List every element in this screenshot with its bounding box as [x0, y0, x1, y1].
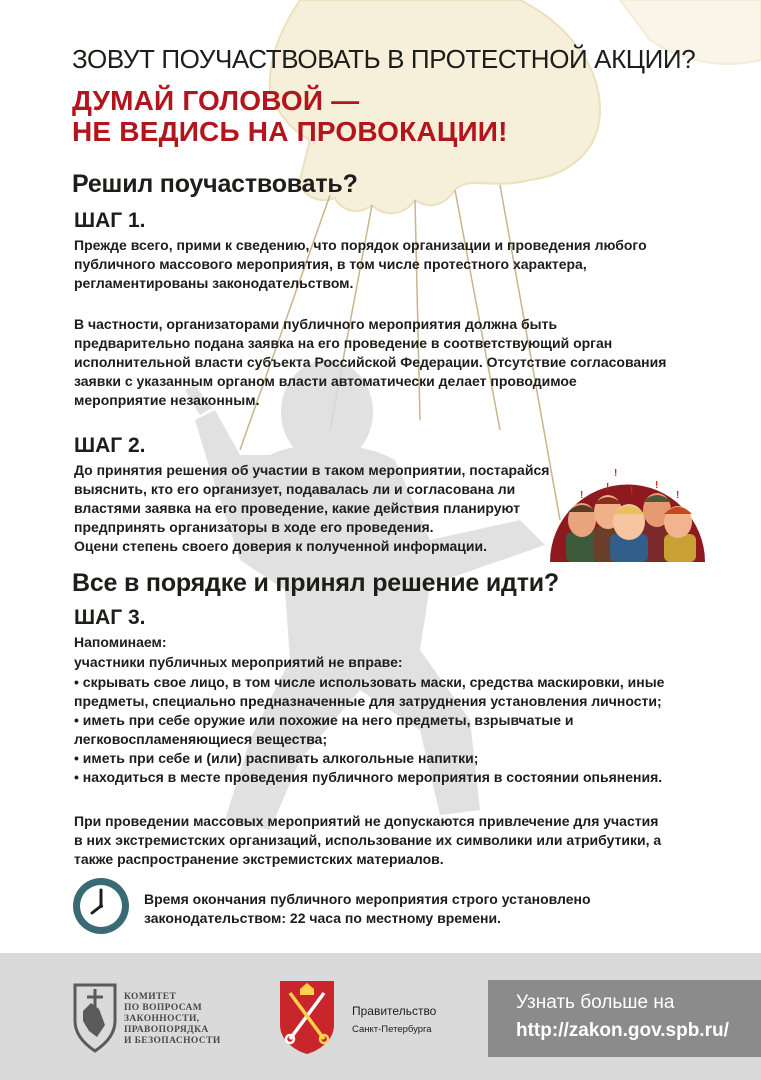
government-label: Правительство	[352, 1004, 437, 1018]
text-line: Прежде всего, прими к сведению, что порядок организации и проведения любого	[74, 237, 647, 253]
section-title-decided: Решил поучаствовать?	[72, 170, 358, 198]
step-3-label: ШАГ 3.	[74, 606, 146, 629]
text-line: законодательством: 22 часа по местному времени.	[144, 910, 501, 926]
text-line: мероприятие незаконным.	[74, 392, 260, 408]
text-line: Время окончания публичного мероприятия строго установлено	[144, 891, 591, 907]
list-item: легковоспламеняющиеся вещества;	[74, 731, 328, 747]
time-notice	[144, 890, 591, 928]
committee-line: ПО ВОПРОСАМ	[124, 1003, 203, 1013]
text-line: публичного массового мероприятия, в том числе протестного характера,	[74, 256, 587, 272]
text-line: регламентированы законодательством.	[74, 275, 354, 291]
committee-line: КОМИТЕТ	[124, 992, 177, 1002]
svg-text:!: !	[580, 490, 584, 501]
committee-line: ПРАВОПОРЯДКА	[124, 1025, 209, 1035]
text-line: также распространение экстремистских материалов.	[74, 851, 444, 867]
step-1-paragraph-1	[74, 236, 647, 293]
step-1-label: ШАГ 1.	[74, 209, 146, 232]
text-line: При проведении массовых мероприятий не допускаются привлечение для участия	[74, 813, 659, 829]
step-2-paragraph	[74, 461, 549, 556]
svg-text:!: !	[606, 482, 610, 493]
text-line: выяснить, кто его организует, подавалась ли и согласована ли	[74, 481, 516, 497]
text-line: предварительно подана заявка на его проведение в соответствующий орган	[74, 335, 613, 351]
text-line: В частности, организаторами публичного мероприятия должна быть	[74, 316, 558, 332]
committee-shield-logo	[71, 981, 119, 1053]
svg-text:!: !	[676, 490, 680, 501]
committee-line: И БЕЗОПАСНОСТИ	[124, 1036, 221, 1046]
step-2-label: ШАГ 2.	[74, 434, 146, 457]
svg-text:!: !	[614, 468, 618, 479]
top-question: ЗОВУТ ПОУЧАСТВОВАТЬ В ПРОТЕСТНОЙ АКЦИИ?	[72, 44, 696, 74]
slogan-line-1: ДУМАЙ ГОЛОВОЙ —	[72, 85, 360, 116]
list-item: • иметь при себе и (или) распивать алкогольные напитки;	[74, 750, 479, 766]
angry-crowd-illustration	[550, 462, 705, 567]
section-title-all-ok: Все в порядке и принял решение идти?	[72, 569, 559, 597]
text-line: властями заявка на его проведение, какие действия планируют	[74, 500, 520, 516]
step-3-reminder: Напоминаем:	[74, 634, 167, 650]
clock-icon	[72, 877, 130, 935]
main-slogan	[72, 85, 508, 147]
svg-text:!: !	[630, 486, 634, 497]
slogan-line-2: НЕ ВЕДИСЬ НА ПРОВОКАЦИИ!	[72, 116, 508, 147]
text-line: исполнительной власти субъекта Российской Федерации. Отсутствие согласования	[74, 354, 667, 370]
committee-name	[124, 992, 221, 1047]
spb-coat-of-arms-logo	[278, 979, 336, 1055]
restriction-list	[74, 673, 664, 787]
learn-more-banner[interactable]	[488, 980, 761, 1057]
step-3-restriction-header: участники публичных мероприятий не вправе:	[74, 654, 403, 670]
text-line: заявки с указанным органом власти автоматически делает проводимое	[74, 373, 577, 389]
text-line: в них экстремистских организаций, использование их символики или атрибутики, а	[74, 832, 662, 848]
step-1-paragraph-2	[74, 315, 666, 410]
text-line: предпринять организаторы в ходе его проведения.	[74, 519, 434, 535]
learn-more-text: Узнать больше на	[516, 992, 675, 1013]
svg-text:!: !	[655, 480, 659, 491]
government-city: Санкт-Петербурга	[352, 1024, 432, 1035]
list-item: • иметь при себе оружие или похожие на него предметы, взрывчатые и	[74, 712, 574, 728]
list-item: • скрывать свое лицо, в том числе использовать маски, средства маскировки, иные	[74, 674, 665, 690]
committee-line: ЗАКОННОСТИ,	[124, 1014, 200, 1024]
website-link[interactable]: http://zakon.gov.spb.ru/	[516, 1020, 729, 1041]
list-item: • находиться в месте проведения публичного мероприятия в состоянии опьянения.	[74, 769, 663, 785]
list-item: предметы, специально предназначенные для затруднения установления личности;	[74, 693, 662, 709]
text-line: До принятия решения об участии в таком мероприятии, постарайся	[74, 462, 550, 478]
extremism-paragraph	[74, 812, 661, 869]
text-line: Оцени степень своего доверия к полученной информации.	[74, 538, 487, 554]
